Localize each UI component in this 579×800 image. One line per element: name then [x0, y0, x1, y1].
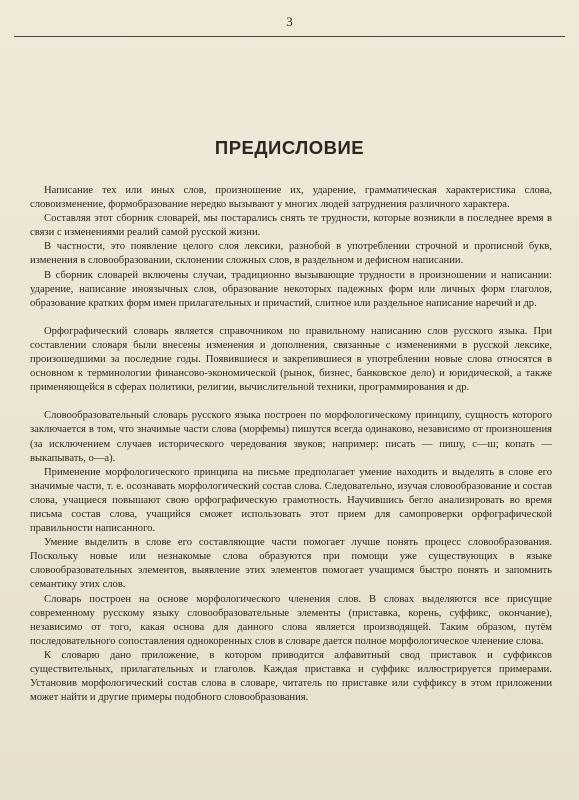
- body-text: [30, 184, 552, 705]
- paragraph: Словарь построен на основе морфологического членения слов. В словах выделяются все присущие современному русскому языку словообразовательные элементы (приставка, корень, суффикс, окончание), независимо от того, какая основа для данного слова является производящей. Таким образом, путём последовательного сопоставления однокоренных слов в словаре дается полное морфологическое членение слова.: [30, 593, 552, 647]
- page-number: 3: [286, 14, 293, 29]
- paragraph: В частности, это появление целого слоя лексики, разнобой в употреблении строчной и прописной букв, изменения в словообразовании, склонении сложных слов, в раздельном и дефисном написании.: [30, 241, 552, 267]
- header-rule: [14, 36, 565, 37]
- paragraph: Применение морфологического принципа на письме предполагает умение находить и выделять в слове его значимые части, т. е. осознавать морфологический состав слова. Следовательно, изучая словообразование и состав слова, учащиеся повышают свою орфографическую грамотность. Научившись бегло анализировать во время письма состав слова, учащийся сможет использовать этот прием для самопроверки орфографической правильности написанного.: [30, 466, 552, 535]
- paragraph: Словообразовательный словарь русского языка построен по морфологическому принципу, сущность которого заключается в том, что значимые части слова (морфемы) пишутся всегда одинаково, независимо от произношения (за исключением случаев исторического чередования звуков; например: писать — пишу, с—ш; копать — выкапывать, о—а).: [30, 410, 552, 464]
- page-title: ПРЕДИСЛОВИЕ: [214, 137, 365, 158]
- paragraph: К словарю дано приложение, в котором приводится алфавитный свод приставок и суффиксов существительных, прилагательных и глаголов. Каждая приставка и суффикс иллюстрируется примерами. Установив морфологический состав слова в словаре, читатель по приставке или суффиксу в этом приложении может найти и другие примеры подобного словообразования.: [30, 649, 552, 704]
- paragraph: Составляя этот сборник словарей, мы постарались снять те трудности, которые возникли в последнее время в связи с изменениями реалий самой русской жизни.: [30, 213, 552, 239]
- paragraph: В сборник словарей включены случаи, традиционно вызывающие трудности в произношении и написании: ударение, написание иноязычных слов, образование некоторых падежных форм или личных форм глаголов, образование кратких форм имен прилагательных и причастий, слитное или раздельное написание наречий и др.: [30, 269, 552, 309]
- paragraph: Умение выделить в слове его составляющие части помогает лучше понять процесс словообразования. Поскольку новые или незнакомые слова образуются при помощи уже существующих в языке словообразовательных элементов, выявление этих элементов помогает учащимся быстро понять и запомнить семантику этих слов.: [30, 537, 552, 591]
- paragraph: Орфографический словарь является справочником по правильному написанию слов русского языка. При составлении словаря были внесены изменения и дополнения, связанные с изменениями в русской лексике, произошедшими за последние годы. Появившиеся и закрепившиеся в употреблении новые слова относятся в основном к терминологии финансово-экономической (рынок, бизнес, банковское дело) и юридической, а также применяющейся в сферах политики, религии, вычислительной техники, программирования и др.: [30, 325, 552, 394]
- paragraph: Написание тех или иных слов, произношение их, ударение, грамматическая характеристика слова, словоизменение, формобразование нередко вызывают у многих людей затруднения различного характера.: [30, 185, 552, 211]
